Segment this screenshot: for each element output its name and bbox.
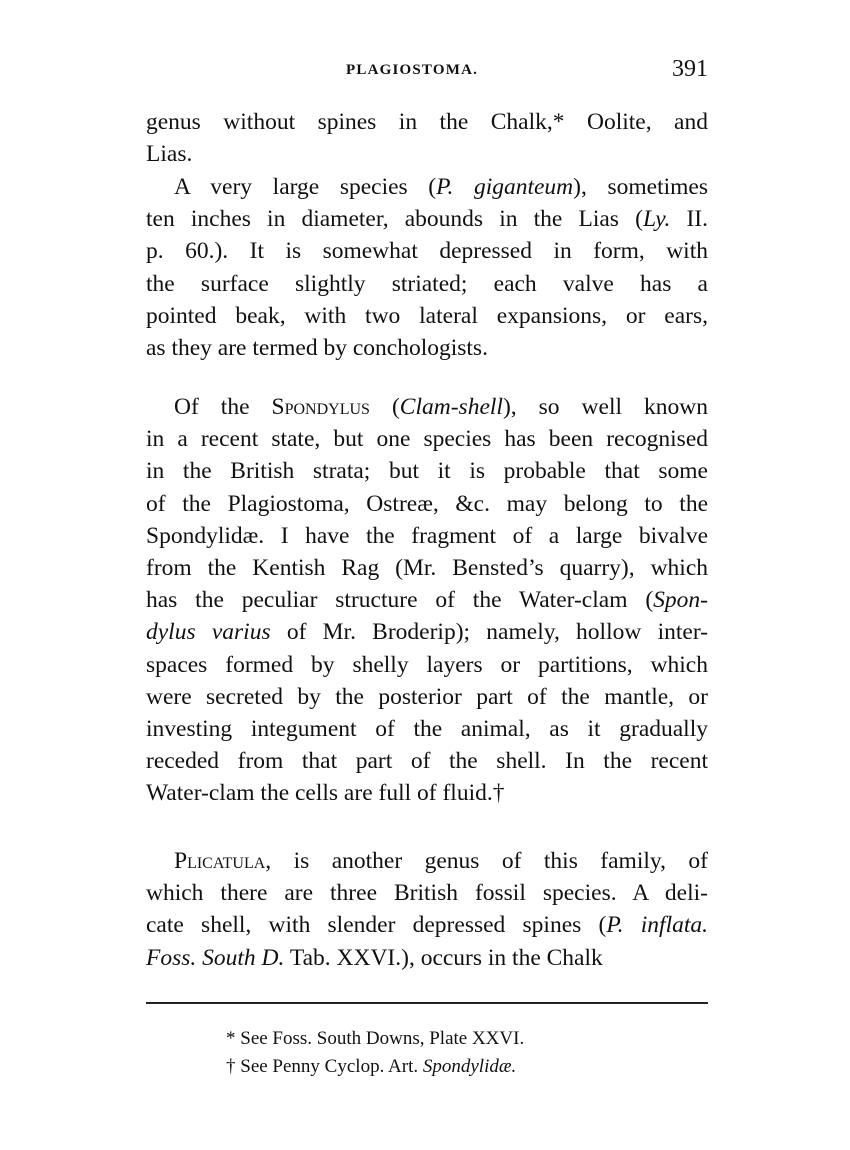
running-head [146, 56, 708, 86]
text-line [146, 455, 708, 487]
italic-text: P. giganteum [436, 174, 574, 200]
text-span: A very large species ( [174, 174, 437, 200]
footnote-marker: † [226, 1056, 241, 1077]
footnote-rule [146, 1002, 708, 1004]
text-line [146, 745, 708, 777]
small-caps-text: Plicatula [174, 848, 266, 874]
page-number: 391 [672, 56, 708, 82]
text-line [146, 616, 708, 648]
text-line [146, 203, 708, 235]
text-line [146, 584, 708, 616]
text-span: has the peculiar structure of the Water-clam ( [146, 587, 654, 614]
text-span: were secreted by the posterior part of the mantle, or [146, 683, 708, 710]
text-span: ( [369, 394, 400, 420]
italic-text: Spondylidæ. [422, 1056, 517, 1077]
text-span: ), sometimes [573, 174, 708, 200]
text-span: cate shell, with slender depressed spines ( [146, 912, 607, 939]
text-line [146, 138, 708, 170]
text-span: II. [670, 206, 709, 233]
text-span: p. 60.). It is somewhat depressed in form, with [146, 238, 708, 265]
text-line [146, 713, 708, 745]
text-line [146, 520, 708, 552]
text-span: of Mr. Broderip); namely, hollow inter- [270, 619, 708, 646]
text-line [146, 235, 708, 267]
italic-text: Ly. [642, 206, 671, 233]
text-line [146, 332, 708, 364]
text-line [146, 106, 708, 138]
text-line [146, 268, 708, 300]
text-span: genus without spines in the Chalk,* Oolite, and [146, 109, 708, 135]
text-span: Lias. [146, 141, 193, 168]
footnote-text: See Penny Cyclop. Art. [240, 1056, 423, 1077]
text-span: in a recent state, but one species has been recognised [146, 426, 708, 453]
running-head-title: PLAGIOSTOMA. [346, 62, 479, 78]
text-line [146, 391, 708, 423]
text-span: , is another genus of this family, of [265, 848, 708, 874]
text-span: ten inches in diameter, abounds in the Lias ( [146, 206, 643, 233]
text-span: from the Kentish Rag (Mr. Bensted’s quarry), which [146, 555, 708, 581]
text-line [146, 845, 708, 877]
text-line [146, 171, 708, 203]
text-span: Tab. XXVI.), occurs in the Chalk [284, 944, 603, 971]
text-span: the surface slightly striated; each valve has a [146, 270, 708, 297]
text-line [146, 552, 708, 584]
footnote [226, 1026, 524, 1052]
italic-text: P. inflata. [606, 912, 708, 939]
text-line [146, 909, 708, 941]
footnote-marker: * [226, 1028, 241, 1049]
text-span: of the Plagiostoma, Ostreæ, &c. may belong to the [146, 490, 708, 517]
italic-text: dylus varius [146, 619, 271, 646]
text-span: Water-clam the cells are full of fluid.† [146, 780, 505, 807]
text-span: investing integument of the animal, as it gradually [146, 716, 708, 742]
text-span: pointed beak, with two lateral expansions, or ears, [146, 302, 708, 329]
text-span: Of the [174, 394, 272, 420]
text-span: ), so well known [502, 394, 708, 420]
text-span: in the British strata; but it is probable that some [146, 458, 708, 485]
text-span: Spondylidæ. I have the fragment of a large bivalve [146, 522, 708, 549]
text-line [146, 423, 708, 455]
text-line [146, 681, 708, 713]
text-span: receded from that part of the shell. In the recent [146, 748, 708, 775]
italic-text: Foss. South D. [146, 944, 285, 971]
text-span: as they are termed by conchologists. [146, 335, 488, 361]
small-caps-text: Spondylus [271, 394, 370, 420]
text-line [146, 877, 708, 909]
text-line [146, 942, 708, 974]
italic-text: Spon- [653, 587, 708, 614]
text-line [146, 649, 708, 681]
text-span: which there are three British fossil species. A deli- [146, 880, 708, 907]
text-line [146, 488, 708, 520]
text-line [146, 300, 708, 332]
italic-text: Clam-shell [399, 394, 503, 420]
footnote-text: See Foss. South Downs, Plate XXVI. [240, 1028, 525, 1049]
footnote [226, 1054, 516, 1080]
text-line [146, 777, 708, 809]
text-span: spaces formed by shelly layers or partitions, which [146, 651, 708, 678]
